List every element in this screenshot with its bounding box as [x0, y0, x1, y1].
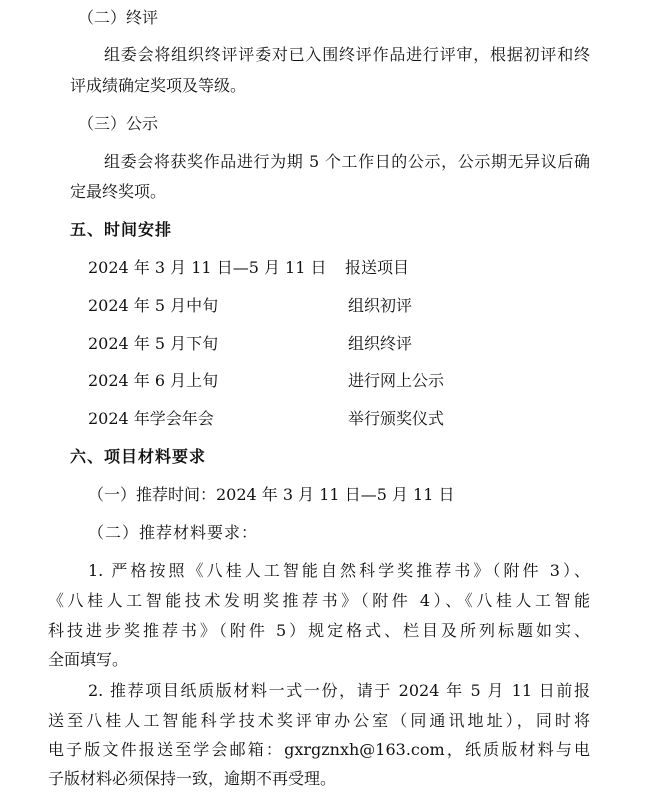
schedule-task: 报送项目	[345, 258, 410, 277]
para2-line: 子版材料必须保持一致，逾期不再受理。	[48, 769, 337, 788]
sec3-heading: （三）公示	[78, 114, 159, 133]
schedule-date: 2024 年 5 月中旬	[88, 296, 219, 315]
schedule-date: 2024 年 3 月 11 日—5 月 11 日	[88, 258, 327, 277]
para2-line: 电子版文件报送至学会邮箱：gxrgznxh@163.com，纸质版材料与电	[48, 740, 590, 759]
schedule-task: 组织终评	[348, 334, 413, 353]
schedule-task: 举行颁奖仪式	[348, 409, 445, 428]
schedule-date: 2024 年 6 月上旬	[88, 371, 219, 390]
schedule-task: 进行网上公示	[348, 371, 445, 390]
para2-line: 2. 推荐项目纸质版材料一式一份，请于 2024 年 5 月 11 日前报	[88, 681, 590, 700]
section6-title: 六、项目材料要求	[70, 447, 207, 466]
sec2-heading: （二）终评	[78, 8, 159, 27]
para1-line: 1. 严格按照《八桂人工智能自然科学奖推荐书》（附件 3）、	[88, 561, 590, 580]
sec2-para-line1: 组委会将组织终评评委对已入围终评作品进行评审，根据初评和终	[104, 45, 590, 64]
sec2-para-line2: 评成绩确定奖项及等级。	[70, 76, 247, 95]
sec3-para-line2: 定最终奖项。	[70, 182, 167, 201]
schedule-date: 2024 年 5 月下旬	[88, 334, 219, 353]
schedule-date: 2024 年学会年会	[88, 409, 214, 428]
para1-line: 全面填写。	[48, 650, 129, 669]
para2-line: 送至八桂人工智能科学技术奖评审办公室（同通讯地址），同时将	[48, 711, 590, 730]
section5-title: 五、时间安排	[70, 220, 173, 239]
schedule-task: 组织初评	[348, 296, 413, 315]
section6-item2: （二）推荐材料要求：	[88, 523, 259, 542]
sec3-para-line1: 组委会将获奖作品进行为期 5 个工作日的公示，公示期无异议后确	[104, 152, 590, 171]
para1-line: 科技进步奖推荐书》（附件 5）规定格式、栏目及所列标题如实、	[48, 621, 590, 640]
para1-line: 《八桂人工智能技术发明奖推荐书》（附件 4）、《八桂人工智能	[48, 591, 590, 610]
section6-item1: （一）推荐时间：2024 年 3 月 11 日—5 月 11 日	[88, 485, 455, 504]
